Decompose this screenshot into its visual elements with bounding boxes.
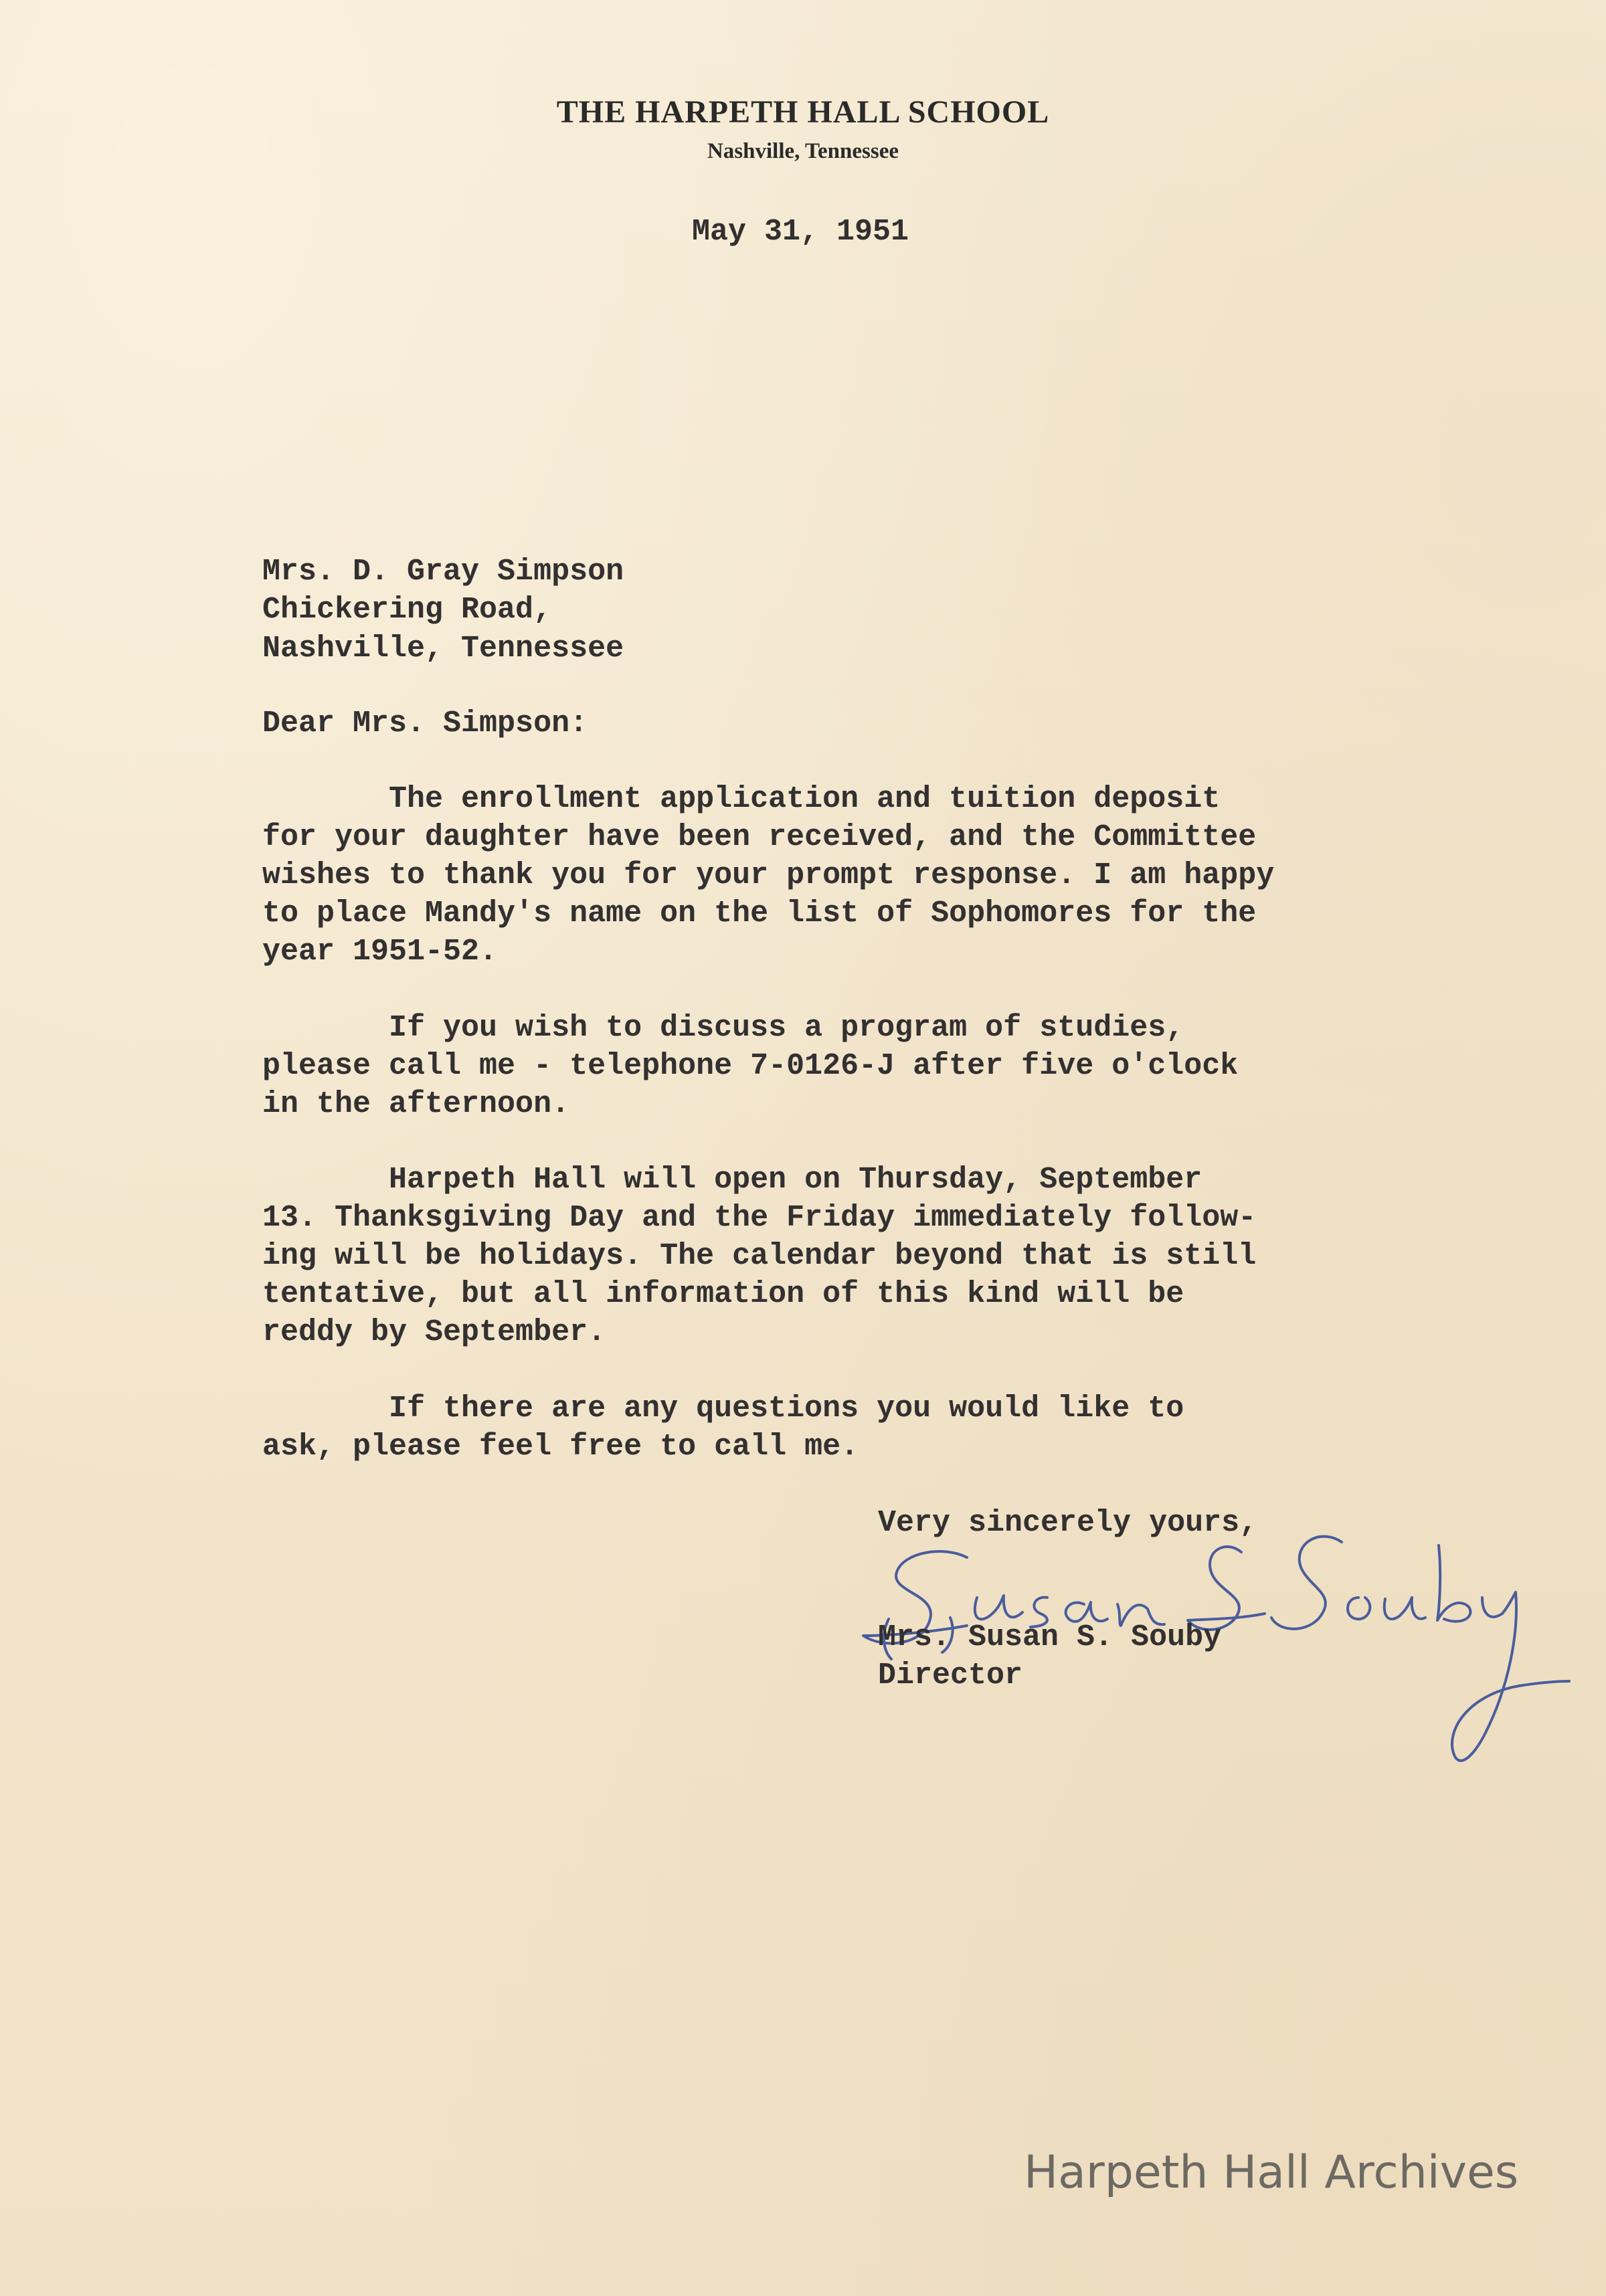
closing-line: Very sincerely yours, <box>878 1506 1258 1540</box>
archive-watermark-label: Harpeth Hall Archives <box>1024 2146 1519 2199</box>
signer-title: Director <box>878 1658 1023 1693</box>
recipient-city: Nashville, Tennessee <box>262 632 624 666</box>
school-location: Nashville, Tennessee <box>707 139 899 163</box>
recipient-street: Chickering Road, <box>262 593 552 627</box>
school-name: THE HARPETH HALL SCHOOL <box>556 94 1050 130</box>
body-paragraph-4: If there are any questions you would like to ask, please feel free to call me. <box>262 1392 1184 1464</box>
body-paragraph-3: Harpeth Hall will open on Thursday, September 13. Thanksgiving Day and the Friday immediately follow- ing will be holidays. The calendar beyond that is still tentative, but all information of this kind will be reddy by September. <box>262 1163 1257 1349</box>
recipient-name: Mrs. D. Gray Simpson <box>262 555 624 589</box>
salutation: Dear Mrs. Simpson: <box>262 706 588 741</box>
signer-name: Mrs. Susan S. Souby <box>878 1620 1222 1654</box>
letter-date: May 31, 1951 <box>692 215 909 249</box>
body-paragraph-1: The enrollment application and tuition deposit for your daughter have been received, and the Committee wishes to thank you for your prompt response. I am happy to place Mandy's name on the list of Sophomores for the year 1951-52. <box>262 782 1275 969</box>
body-paragraph-2: If you wish to discuss a program of studies, please call me - telephone 7-0126-J after five o'clock in the afternoon. <box>262 1011 1239 1121</box>
